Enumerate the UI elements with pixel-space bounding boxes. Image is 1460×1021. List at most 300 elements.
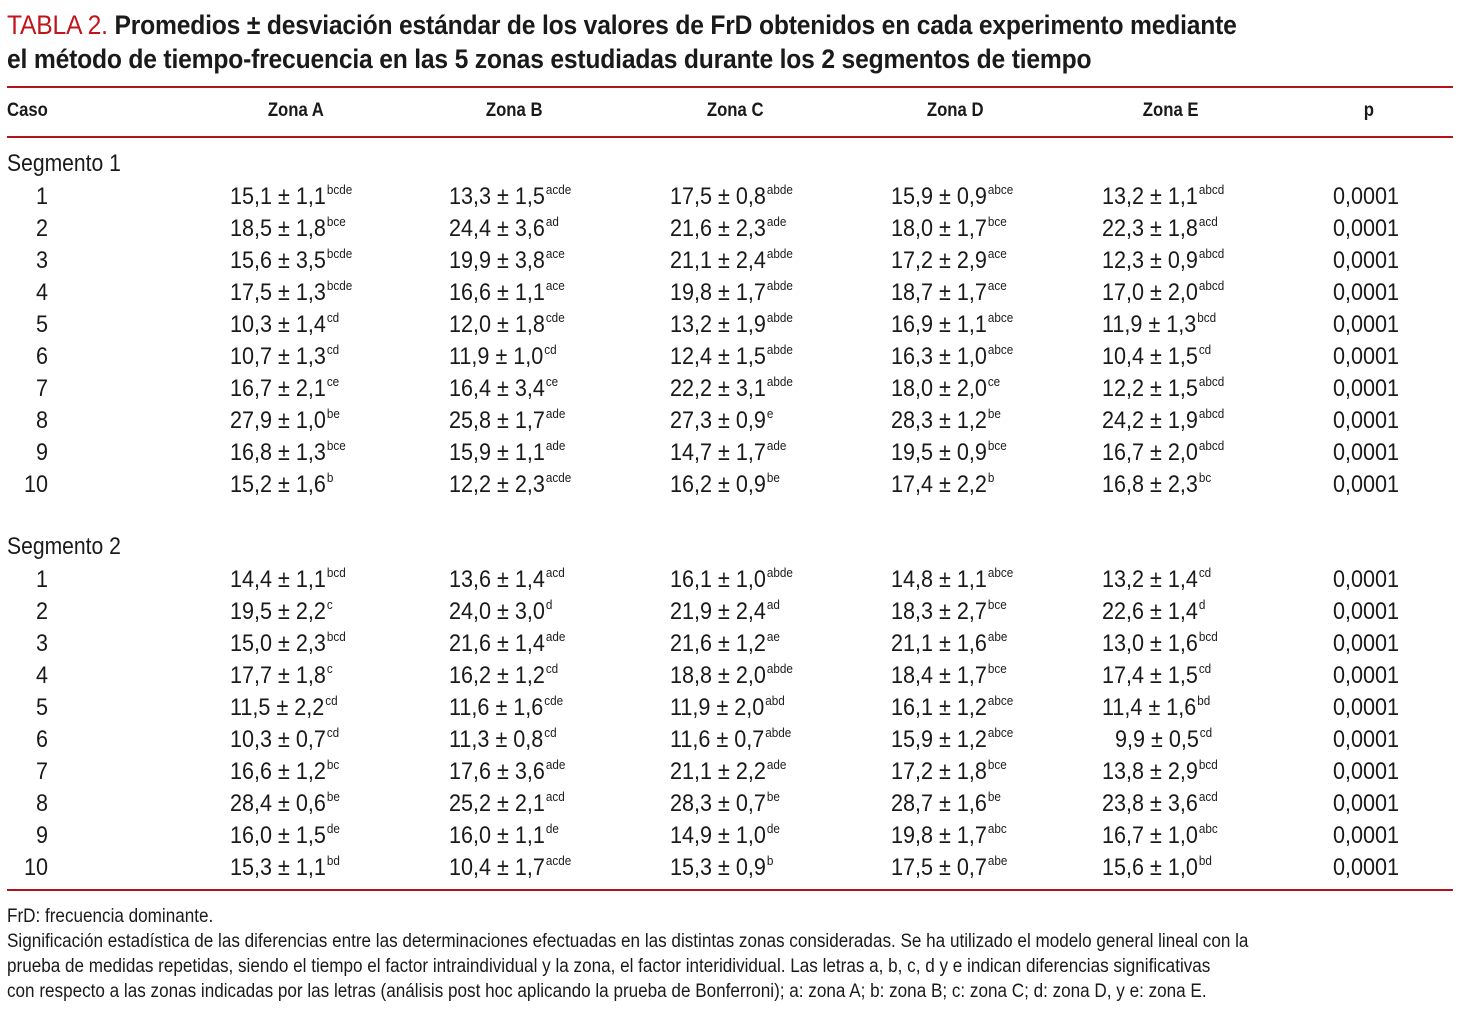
zone-value-cell [891, 469, 994, 501]
mean-sd-value: 9,9 ± 0,5 [1115, 726, 1199, 753]
mean-sd-value: 15,9 ± 1,1 [449, 439, 545, 466]
header-zona-a: Zona A [267, 100, 324, 121]
zone-value-cell [230, 341, 339, 373]
zone-value-cell [230, 628, 346, 660]
mean-sd-value: 10,3 ± 1,4 [230, 311, 326, 338]
significance-letters: abce [987, 310, 1014, 325]
p-value: 0,0001 [1333, 790, 1400, 817]
table-row [0, 564, 1460, 596]
mean-sd-value: 12,0 ± 1,8 [449, 311, 545, 338]
table-row [0, 437, 1460, 469]
significance-letters: abce [987, 182, 1014, 197]
significance-letters: bce [326, 438, 346, 453]
zone-value-cell [1102, 564, 1211, 596]
mean-sd-value: 12,4 ± 1,5 [670, 343, 766, 370]
significance-letters: be [987, 789, 1001, 804]
zone-value-cell [670, 405, 773, 437]
zone-value-cell [449, 852, 571, 884]
significance-letters: ad [545, 214, 559, 229]
mean-sd-value: 16,1 ± 1,2 [891, 694, 987, 721]
zone-value-cell [449, 469, 571, 501]
mean-sd-value: 15,3 ± 0,9 [670, 854, 766, 881]
significance-letters: bce [987, 214, 1007, 229]
zone-value-cell [670, 820, 780, 852]
significance-letters: de [545, 821, 559, 836]
mean-sd-value: 16,1 ± 1,0 [670, 566, 766, 593]
mean-sd-value: 27,9 ± 1,0 [230, 407, 326, 434]
mean-sd-value: 16,0 ± 1,1 [449, 822, 545, 849]
mean-sd-value: 21,1 ± 2,2 [670, 758, 766, 785]
mean-sd-value: 15,9 ± 0,9 [891, 183, 987, 210]
table-label: TABLA 2. [7, 10, 108, 40]
significance-letters: bcd [1197, 310, 1217, 325]
significance-letters: bcd [1198, 629, 1218, 644]
zone-value-cell [449, 277, 565, 309]
mean-sd-value: 16,7 ± 2,0 [1102, 439, 1198, 466]
mean-sd-value: 16,8 ± 1,3 [230, 439, 326, 466]
significance-letters: cd [1198, 342, 1212, 357]
case-number: 8 [35, 407, 48, 434]
p-value: 0,0001 [1333, 407, 1400, 434]
mean-sd-value: 11,6 ± 0,7 [670, 726, 765, 753]
mean-sd-value: 17,7 ± 1,8 [230, 662, 326, 689]
significance-letters: bce [987, 597, 1007, 612]
mean-sd-value: 17,6 ± 3,6 [449, 758, 545, 785]
significance-letters: bcd [326, 629, 346, 644]
mean-sd-value: 16,4 ± 3,4 [449, 375, 545, 402]
zone-value-cell [449, 245, 565, 277]
significance-letters: ce [987, 374, 1001, 389]
significance-letters: ade [545, 406, 566, 421]
table-row [0, 469, 1460, 501]
significance-letters: ce [545, 374, 559, 389]
zone-value-cell [1102, 756, 1218, 788]
significance-letters: cde [544, 693, 564, 708]
mean-sd-value: 21,6 ± 2,3 [670, 215, 766, 242]
significance-letters: acd [1198, 214, 1218, 229]
significance-letters: cd [544, 342, 557, 357]
zone-value-cell [449, 596, 552, 628]
significance-letters: bd [1197, 693, 1211, 708]
significance-letters: bce [987, 757, 1007, 772]
zone-value-cell [1102, 628, 1218, 660]
significance-letters: de [326, 821, 340, 836]
table-row [0, 373, 1460, 405]
significance-letters: ade [766, 214, 787, 229]
mean-sd-value: 15,3 ± 1,1 [230, 854, 326, 881]
zone-value-cell [449, 213, 559, 245]
zone-value-cell [891, 660, 1007, 692]
mean-sd-value: 15,9 ± 1,2 [891, 726, 987, 753]
zone-value-cell [230, 213, 346, 245]
significance-letters: abcd [1198, 406, 1225, 421]
significance-letters: abce [987, 565, 1014, 580]
significance-letters: ade [545, 757, 566, 772]
mean-sd-value: 17,5 ± 0,7 [891, 854, 987, 881]
zone-value-cell [670, 437, 786, 469]
zone-value-cell [1102, 277, 1224, 309]
mean-sd-value: 25,8 ± 1,7 [449, 407, 545, 434]
significance-letters: cd [544, 725, 557, 740]
mean-sd-value: 10,4 ± 1,5 [1102, 343, 1198, 370]
zone-value-cell [230, 564, 346, 596]
significance-letters: ade [766, 438, 787, 453]
significance-letters: abc [987, 821, 1007, 836]
mean-sd-value: 16,2 ± 0,9 [670, 471, 766, 498]
zone-value-cell [449, 788, 565, 820]
table-row [0, 628, 1460, 660]
zone-value-cell [891, 341, 1013, 373]
significance-letters: abde [766, 342, 793, 357]
significance-letters: ce [326, 374, 340, 389]
zone-value-cell [670, 852, 773, 884]
zone-value-cell [1102, 405, 1224, 437]
case-number: 4 [35, 662, 48, 689]
header-caso: Caso [7, 100, 48, 121]
zone-value-cell [1102, 820, 1218, 852]
zone-value-cell [891, 596, 1007, 628]
mean-sd-value: 28,4 ± 0,6 [230, 790, 326, 817]
zone-value-cell [449, 309, 565, 341]
p-value: 0,0001 [1333, 215, 1400, 242]
significance-letters: abcd [1198, 182, 1225, 197]
mean-sd-value: 11,9 ± 1,3 [1102, 311, 1197, 338]
significance-letters: abc [1198, 821, 1218, 836]
p-value: 0,0001 [1333, 758, 1400, 785]
zone-value-cell [230, 788, 340, 820]
zone-value-cell [230, 277, 352, 309]
mean-sd-value: 16,9 ± 1,1 [891, 311, 987, 338]
significance-letters: be [766, 470, 780, 485]
table-row [0, 596, 1460, 628]
significance-letters: cd [326, 310, 340, 325]
significance-letters: cd [1198, 565, 1212, 580]
case-number: 10 [23, 854, 48, 881]
title-line-2: el método de tiempo-frecuencia en las 5 zonas estudiadas durante los 2 segmentos de tiempo [7, 44, 1092, 74]
p-value: 0,0001 [1333, 694, 1400, 721]
segment-label: Segmento 1 [7, 150, 121, 177]
zone-value-cell [230, 245, 352, 277]
mean-sd-value: 17,5 ± 1,3 [230, 279, 326, 306]
zone-value-cell [891, 181, 1013, 213]
case-number: 5 [35, 311, 48, 338]
mean-sd-value: 11,5 ± 2,2 [230, 694, 325, 721]
zone-value-cell [230, 660, 333, 692]
p-value: 0,0001 [1333, 247, 1400, 274]
zone-value-cell [670, 213, 786, 245]
zone-value-cell [891, 756, 1007, 788]
zone-value-cell [230, 724, 339, 756]
table-row [0, 309, 1460, 341]
significance-letters: acd [1198, 789, 1218, 804]
mean-sd-value: 19,8 ± 1,7 [670, 279, 766, 306]
case-number: 9 [35, 822, 48, 849]
table-footnotes [7, 904, 1447, 1004]
significance-letters: abcd [1198, 246, 1225, 261]
significance-letters: abde [765, 725, 792, 740]
mean-sd-value: 24,0 ± 3,0 [449, 598, 545, 625]
p-value: 0,0001 [1333, 822, 1400, 849]
significance-letters: bcd [1198, 757, 1218, 772]
zone-value-cell [1102, 596, 1205, 628]
zone-value-cell [1102, 181, 1224, 213]
case-number: 3 [35, 247, 48, 274]
mean-sd-value: 10,3 ± 0,7 [230, 726, 326, 753]
significance-letters: acde [545, 182, 572, 197]
mean-sd-value: 24,4 ± 3,6 [449, 215, 545, 242]
zone-value-cell [1102, 437, 1224, 469]
zone-value-cell [891, 213, 1007, 245]
mean-sd-value: 13,2 ± 1,4 [1102, 566, 1198, 593]
significance-letters: ade [766, 757, 787, 772]
zone-value-cell [891, 628, 1007, 660]
mean-sd-value: 24,2 ± 1,9 [1102, 407, 1198, 434]
case-number: 4 [35, 279, 48, 306]
zone-value-cell [891, 245, 1007, 277]
mean-sd-value: 11,9 ± 1,0 [449, 343, 544, 370]
p-value: 0,0001 [1333, 375, 1400, 402]
case-number: 6 [35, 726, 48, 753]
significance-letters: abe [987, 629, 1008, 644]
p-value: 0,0001 [1333, 343, 1400, 370]
zone-value-cell [449, 437, 565, 469]
significance-letters: abde [766, 278, 793, 293]
mean-sd-value: 22,3 ± 1,8 [1102, 215, 1198, 242]
zone-value-cell [449, 724, 557, 756]
significance-letters: c [326, 597, 333, 612]
significance-letters: ade [545, 629, 566, 644]
significance-letters: acd [545, 789, 565, 804]
significance-letters: abde [766, 661, 793, 676]
zone-value-cell [1102, 660, 1211, 692]
significance-letters: ace [987, 246, 1007, 261]
header-zona-e: Zona E [1142, 100, 1199, 121]
mean-sd-value: 15,6 ± 1,0 [1102, 854, 1198, 881]
significance-letters: de [766, 821, 780, 836]
mean-sd-value: 15,1 ± 1,1 [230, 183, 326, 210]
table-row [0, 341, 1460, 373]
case-number: 2 [35, 215, 48, 242]
zone-value-cell [1102, 213, 1218, 245]
table-row [0, 245, 1460, 277]
mean-sd-value: 18,5 ± 1,8 [230, 215, 326, 242]
significance-letters: bc [1198, 470, 1212, 485]
zone-value-cell [449, 756, 565, 788]
mean-sd-value: 14,4 ± 1,1 [230, 566, 326, 593]
zone-value-cell [1102, 373, 1224, 405]
significance-letters: cd [326, 342, 340, 357]
table-row [0, 852, 1460, 884]
significance-letters: b [987, 470, 995, 485]
mean-sd-value: 15,2 ± 1,6 [230, 471, 326, 498]
mean-sd-value: 10,4 ± 1,7 [449, 854, 545, 881]
zone-value-cell [891, 852, 1007, 884]
mean-sd-value: 18,7 ± 1,7 [891, 279, 987, 306]
zone-value-cell [449, 692, 563, 724]
table-row [0, 277, 1460, 309]
mean-sd-value: 27,3 ± 0,9 [670, 407, 766, 434]
bottom-rule [7, 889, 1453, 891]
significance-letters: abde [766, 565, 793, 580]
zone-value-cell [449, 628, 565, 660]
zone-value-cell [230, 596, 333, 628]
mean-sd-value: 13,2 ± 1,1 [1102, 183, 1198, 210]
zone-value-cell [449, 405, 565, 437]
p-value: 0,0001 [1333, 630, 1400, 657]
mean-sd-value: 28,3 ± 0,7 [670, 790, 766, 817]
segment-label: Segmento 2 [7, 533, 121, 560]
significance-letters: abde [766, 374, 793, 389]
mean-sd-value: 11,4 ± 1,6 [1102, 694, 1197, 721]
mean-sd-value: 18,8 ± 2,0 [670, 662, 766, 689]
header-p: p [1363, 100, 1374, 121]
mean-sd-value: 22,6 ± 1,4 [1102, 598, 1198, 625]
mean-sd-value: 15,0 ± 2,3 [230, 630, 326, 657]
significance-letters: bc [326, 757, 340, 772]
p-value: 0,0001 [1333, 662, 1400, 689]
zone-value-cell [670, 341, 793, 373]
significance-letters: ade [545, 438, 566, 453]
zone-value-cell [670, 660, 793, 692]
mean-sd-value: 18,0 ± 1,7 [891, 215, 987, 242]
zone-value-cell [1102, 309, 1216, 341]
significance-letters: bcd [326, 565, 346, 580]
significance-letters: abde [766, 310, 793, 325]
significance-letters: abce [987, 693, 1014, 708]
footnote-line: con respecto a las zonas indicadas por las letras (análisis post hoc aplicando la prueba de Bonferroni); a: zona A; b: zona B; c: zona C; d: zona D, y e: zona E. [7, 981, 1207, 1002]
zone-value-cell [670, 245, 793, 277]
significance-letters: acde [545, 470, 572, 485]
mean-sd-value: 16,6 ± 1,1 [449, 279, 545, 306]
significance-letters: ace [545, 278, 565, 293]
mean-sd-value: 13,3 ± 1,5 [449, 183, 545, 210]
mean-sd-value: 12,3 ± 0,9 [1102, 247, 1198, 274]
zone-value-cell [230, 405, 340, 437]
case-number: 1 [35, 183, 48, 210]
significance-letters: d [545, 597, 553, 612]
header-zona-d: Zona D [926, 100, 984, 121]
mean-sd-value: 19,5 ± 2,2 [230, 598, 326, 625]
case-number: 9 [35, 439, 48, 466]
zone-value-cell [1102, 469, 1211, 501]
zone-value-cell [891, 405, 1001, 437]
significance-letters: abce [987, 725, 1014, 740]
mean-sd-value: 12,2 ± 1,5 [1102, 375, 1198, 402]
zone-value-cell [230, 437, 346, 469]
significance-letters: abcd [1198, 374, 1225, 389]
header-rule [7, 136, 1453, 138]
significance-letters: bcde [326, 278, 353, 293]
significance-letters: abcd [1198, 438, 1225, 453]
significance-letters: be [766, 789, 780, 804]
zone-value-cell [670, 564, 793, 596]
p-value: 0,0001 [1333, 183, 1400, 210]
significance-letters: ad [766, 597, 780, 612]
mean-sd-value: 16,6 ± 1,2 [230, 758, 326, 785]
mean-sd-value: 16,7 ± 2,1 [230, 375, 326, 402]
significance-letters: cd [325, 693, 338, 708]
zone-value-cell [891, 724, 1013, 756]
zone-value-cell [230, 309, 339, 341]
top-rule [7, 86, 1453, 88]
mean-sd-value: 17,2 ± 2,9 [891, 247, 987, 274]
mean-sd-value: 18,3 ± 2,7 [891, 598, 987, 625]
p-value: 0,0001 [1333, 598, 1400, 625]
significance-letters: cde [545, 310, 565, 325]
case-number: 1 [35, 566, 48, 593]
case-number: 10 [23, 471, 48, 498]
significance-letters: cd [545, 661, 559, 676]
zone-value-cell [670, 596, 780, 628]
zone-value-cell [1102, 245, 1224, 277]
significance-letters: acde [545, 853, 572, 868]
zone-value-cell [670, 181, 793, 213]
mean-sd-value: 23,8 ± 3,6 [1102, 790, 1198, 817]
zone-value-cell [449, 373, 558, 405]
significance-letters: b [766, 853, 774, 868]
mean-sd-value: 12,2 ± 2,3 [449, 471, 545, 498]
zone-value-cell [891, 277, 1007, 309]
footnote-line: Significación estadística de las diferencias entre las determinaciones efectuadas en las distintas zonas consideradas. Se ha utilizado el modelo general lineal con la [7, 931, 1249, 952]
zone-value-cell [1102, 852, 1212, 884]
significance-letters: bcde [326, 246, 353, 261]
significance-letters: abcd [1198, 278, 1225, 293]
zone-value-cell [891, 373, 1000, 405]
p-value: 0,0001 [1333, 566, 1400, 593]
mean-sd-value: 10,7 ± 1,3 [230, 343, 326, 370]
mean-sd-value: 21,1 ± 1,6 [891, 630, 987, 657]
p-value: 0,0001 [1333, 279, 1400, 306]
header-zona-c: Zona C [706, 100, 764, 121]
significance-letters: abd [765, 693, 785, 708]
case-number: 5 [35, 694, 48, 721]
footnote-abbreviation: FrD: frecuencia dominante. [7, 906, 214, 927]
mean-sd-value: 18,0 ± 2,0 [891, 375, 987, 402]
mean-sd-value: 17,2 ± 1,8 [891, 758, 987, 785]
mean-sd-value: 21,9 ± 2,4 [670, 598, 766, 625]
p-value: 0,0001 [1333, 726, 1400, 753]
mean-sd-value: 18,4 ± 1,7 [891, 662, 987, 689]
mean-sd-value: 16,7 ± 1,0 [1102, 822, 1198, 849]
mean-sd-value: 17,4 ± 2,2 [891, 471, 987, 498]
mean-sd-value: 13,0 ± 1,6 [1102, 630, 1198, 657]
zone-value-cell [670, 277, 793, 309]
zone-value-cell [449, 564, 565, 596]
zone-value-cell [230, 820, 340, 852]
zone-value-cell [891, 692, 1013, 724]
table-row [0, 788, 1460, 820]
zone-value-cell [230, 692, 338, 724]
zone-value-cell [891, 788, 1001, 820]
zone-value-cell [230, 469, 333, 501]
mean-sd-value: 21,1 ± 2,4 [670, 247, 766, 274]
zone-value-cell [449, 181, 571, 213]
table-row [0, 660, 1460, 692]
mean-sd-value: 11,3 ± 0,8 [449, 726, 544, 753]
significance-letters: b [326, 470, 334, 485]
table-row [0, 756, 1460, 788]
significance-letters: bce [987, 438, 1007, 453]
mean-sd-value: 16,2 ± 1,2 [449, 662, 545, 689]
zone-value-cell [670, 469, 780, 501]
table-row [0, 820, 1460, 852]
mean-sd-value: 25,2 ± 2,1 [449, 790, 545, 817]
significance-letters: cd [1199, 725, 1213, 740]
significance-letters: bd [1198, 853, 1212, 868]
case-number: 8 [35, 790, 48, 817]
significance-letters: acd [545, 565, 565, 580]
significance-letters: bce [326, 214, 346, 229]
